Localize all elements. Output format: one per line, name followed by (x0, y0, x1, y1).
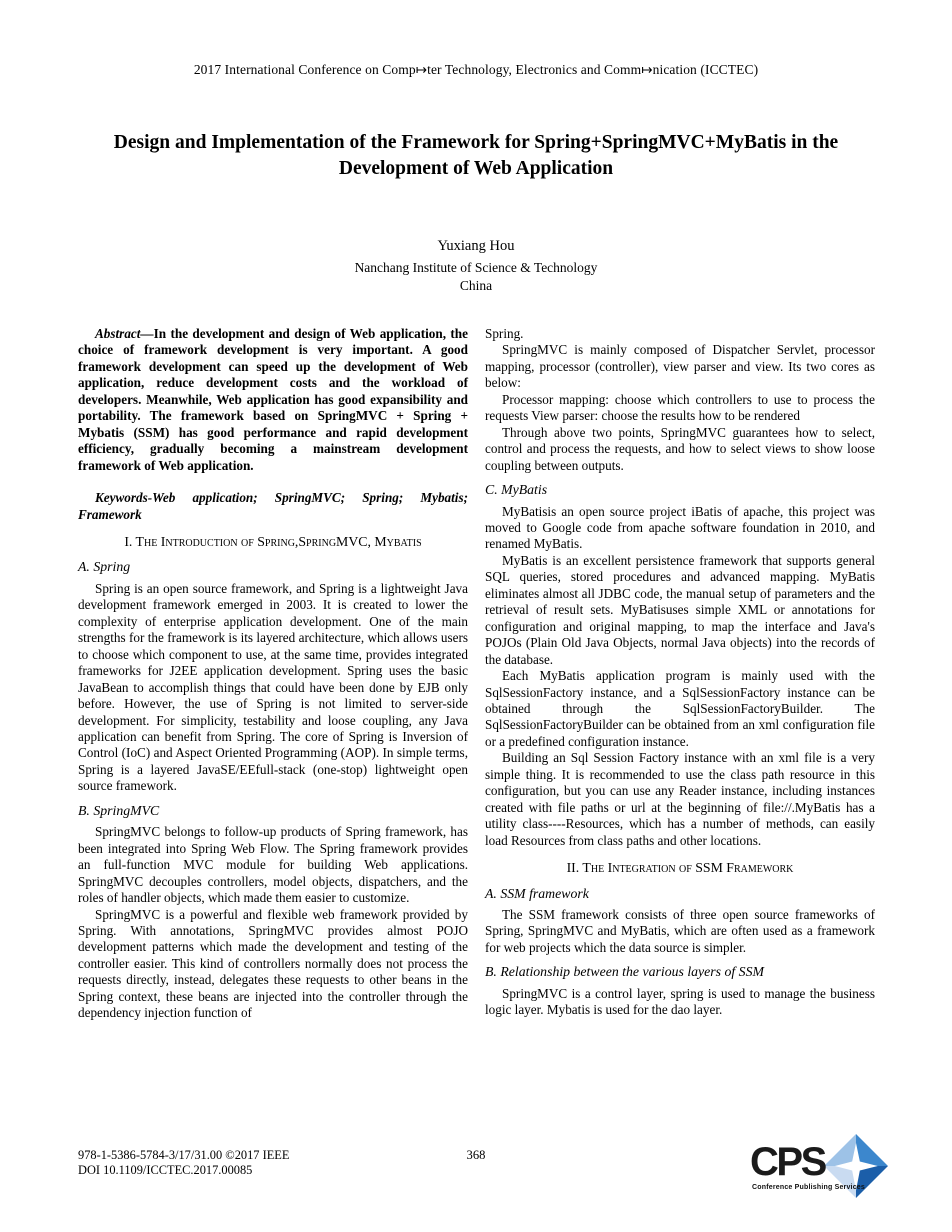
subsection-heading: A. SSM framework (485, 885, 589, 901)
cps-logo-tagline: Conference Publishing Services (752, 1184, 865, 1191)
body-paragraph: The SSM framework consists of three open source frameworks of Spring, SpringMVC and MyBatis, which are often used as a framework for web projects which the data source is simpler. (485, 906, 875, 955)
body-paragraph: SpringMVC is a control layer, spring is used to manage the business logic layer. Mybatis is used for the dao layer. (485, 985, 875, 1018)
section-heading: I. The Introduction of Spring,SpringMVC, Mybatis (124, 533, 422, 549)
author-block (0, 238, 952, 294)
body-paragraph: MyBatisis an open source project iBatis of apache, this project was moved to Google code from apache software foundation in 2010, and renamed MyBatis. (485, 503, 875, 552)
cps-logo-text: CPS (750, 1140, 825, 1184)
abstract-paragraph: Abstract—In the development and design of Web application, the choice of framework development is very important. A good framework development can speed up the development of Web application, reduce development costs and the workload of developers. Meanwhile, Web application has good expansibility and portability. The framework based on SpringMVC + Spring + Mybatis (SSM) has good performance and rapid development efficiency, gradually becoming a mainstream development framework of Web application. (78, 326, 468, 473)
section-heading: II. The Integration of SSM Framework (566, 860, 794, 876)
author-name: Yuxiang Hou (437, 238, 515, 254)
body-paragraph: Spring. (485, 326, 524, 341)
keywords-paragraph: Keywords-Web application; SpringMVC; Spring; Mybatis; Framework (78, 490, 468, 522)
body-paragraph: Each MyBatis application program is mainly used with the SqlSessionFactory instance, and a SqlSessionFactory instance can be obtained through the SqlSessionFactoryBuilder. The SqlSessionFactoryBuilder can be obtained from an xml configuration file or a predefined configuration instance. (485, 668, 875, 749)
author-country: China (459, 278, 493, 293)
footer-doi: DOI 10.1109/ICCTEC.2017.00085 (78, 1162, 253, 1177)
body-paragraph: Building an Sql Session Factory instance with an xml file is a very simple thing. It is recommended to use the class path resource in this configuration, but you can use any Reader instance, including instances created with file paths or url at the beginning of file://.MyBatis has a utility class----Resources, which has a number of methods, can easily load Resources from class paths and other locations. (485, 750, 875, 848)
author-affiliation: Nanchang Institute of Science & Technology (354, 260, 598, 275)
body-paragraph: Through above two points, SpringMVC guarantees how to select, control and process the requests, and how to select views to show loose coupling between outputs. (485, 424, 875, 473)
subsection-heading: C. MyBatis (485, 482, 548, 498)
subsection-heading: A. Spring (78, 559, 131, 575)
paper-title: Design and Implementation of the Framework for Spring+SpringMVC+MyBatis in the Development of Web Application (113, 132, 839, 179)
body-paragraph: SpringMVC is a powerful and flexible web framework provided by Spring. With annotations, SpringMVC provides almost POJO development patterns which made the development and testing of the controller easier. This kind of controllers normally does not process the requests directly, instead, delegates these requests to other beans in the Spring context, these beans are injected into the controller through the dependency injection function of (78, 906, 468, 1021)
body-paragraph: SpringMVC is mainly composed of Dispatcher Servlet, processor mapping, processor (controller), view parser and view. Its two cores as below: (485, 342, 875, 391)
conference-header: 2017 International Conference on Comp↦ter Technology, Electronics and Comm↦nication (ICCTEC) (193, 62, 759, 77)
body-paragraph: Spring is an open source framework, and Spring is a lightweight Java development framework emerged in 2003. It is created to lower the complexity of enterprise application development. One of the main strengths for the framework is its layered architecture, which allows users to choose which component to use, at the same time, provides integrated frameworks for J2EE application development. Spring uses the basic JavaBean to accomplish things that could have been done by EJB only before. However, the use of Spring is not limited to server-side development. For simplicity, testability and loose coupling, any Java application can benefit from Spring. The core of Spring is Inversion of Control (IoC) and Aspect Oriented Programming (AOP). In simple terms, Spring is a layered JavaSE/EEfull-stack (one-stop) lightweight open source framework. (78, 580, 468, 794)
two-column-body (78, 326, 875, 1022)
subsection-heading: B. Relationship between the various layers of SSM (485, 964, 764, 980)
subsection-heading: B. SpringMVC (78, 802, 160, 818)
abstract-label: Abstract— (95, 326, 154, 341)
page-number: 368 (466, 1148, 486, 1162)
footer-copyright: 978-1-5386-5784-3/17/31.00 ©2017 IEEE (78, 1148, 290, 1162)
left-column (78, 326, 468, 1022)
right-column (485, 326, 875, 1022)
body-paragraph: Processor mapping: choose which controllers to use to process the requests View parser: choose the results how to be rendered (485, 391, 875, 424)
body-paragraph: SpringMVC belongs to follow-up products of Spring framework, has been integrated into Spring Web Flow. The Spring framework provides an full-function MVC module for building Web applications. SpringMVC decouples controllers, model objects, dispatchers, and the roles of handler objects, which made them easier to customize. (78, 824, 468, 906)
body-paragraph: MyBatis is an excellent persistence framework that supports general SQL queries, stored procedures and advanced mapping. MyBatis eliminates almost all JDBC code, the manual setup of parameters and the retrieval of result sets. MyBatisuses simple XML or annotations for configuration and original mapping, to map the interface and Java's POJOs (Plain Old Java Objects, normal Java objects) into the records of the database. (485, 552, 875, 667)
cps-logo (750, 1134, 910, 1210)
